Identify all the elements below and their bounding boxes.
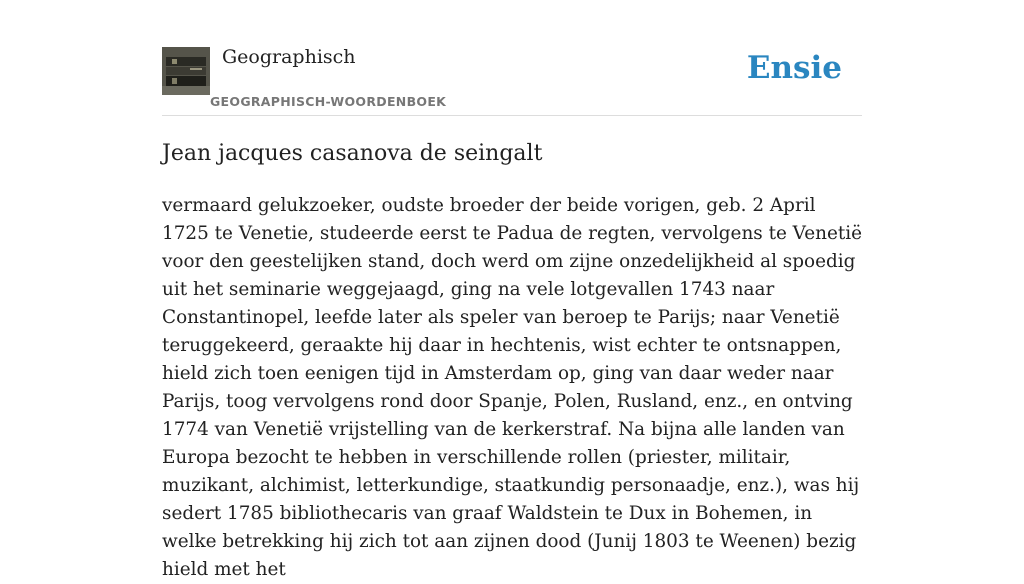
source-name[interactable]: Geographisch	[222, 46, 356, 68]
header	[162, 0, 862, 116]
page-container	[162, 0, 863, 580]
book-spines-avatar-icon[interactable]	[162, 47, 210, 95]
ensie-logo[interactable]: Ensie	[746, 50, 842, 86]
article-title: Jean jacques casanova de seingalt	[162, 141, 543, 166]
source-slug[interactable]: GEOGRAPHISCH-WOORDENBOEK	[210, 94, 447, 109]
avatar-graphic	[162, 47, 210, 95]
article-body: vermaard gelukzoeker, oudste broeder der beide vorigen, geb. 2 April 1725 te Venetie, studeerde eerst te Padua de regten, vervolgens te Venetië voor den geestelijken stand, doch werd om zijne onzedelijkheid al spoedig uit het seminarie weggejaagd, ging na vele lotgevallen 1743 naar Constantinopel, leefde later als speler van beroep te Parijs; naar Venetië teruggekeerd, geraakte hij daar in hechtenis, wist echter te ontsnappen, hield zich toen eenigen tijd in Amsterdam op, ging van daar weder naar Parijs, toog vervolgens rond door Spanje, Polen, Rusland, enz., en ontving 1774 van Venetië vrijstelling van de kerkerstraf. Na bijna alle landen van Europa bezocht te hebben in verschillende rollen (priester, militair, muzikant, alchimist, letterkundige, staatkundig personaadje, enz.), was hij sedert 1785 bibliothecaris van graaf Waldstein te Dux in Bohemen, in welke betrekking hij zich tot aan zijnen dood (Junij 1803 te Weenen) bezig hield met het	[162, 195, 863, 580]
